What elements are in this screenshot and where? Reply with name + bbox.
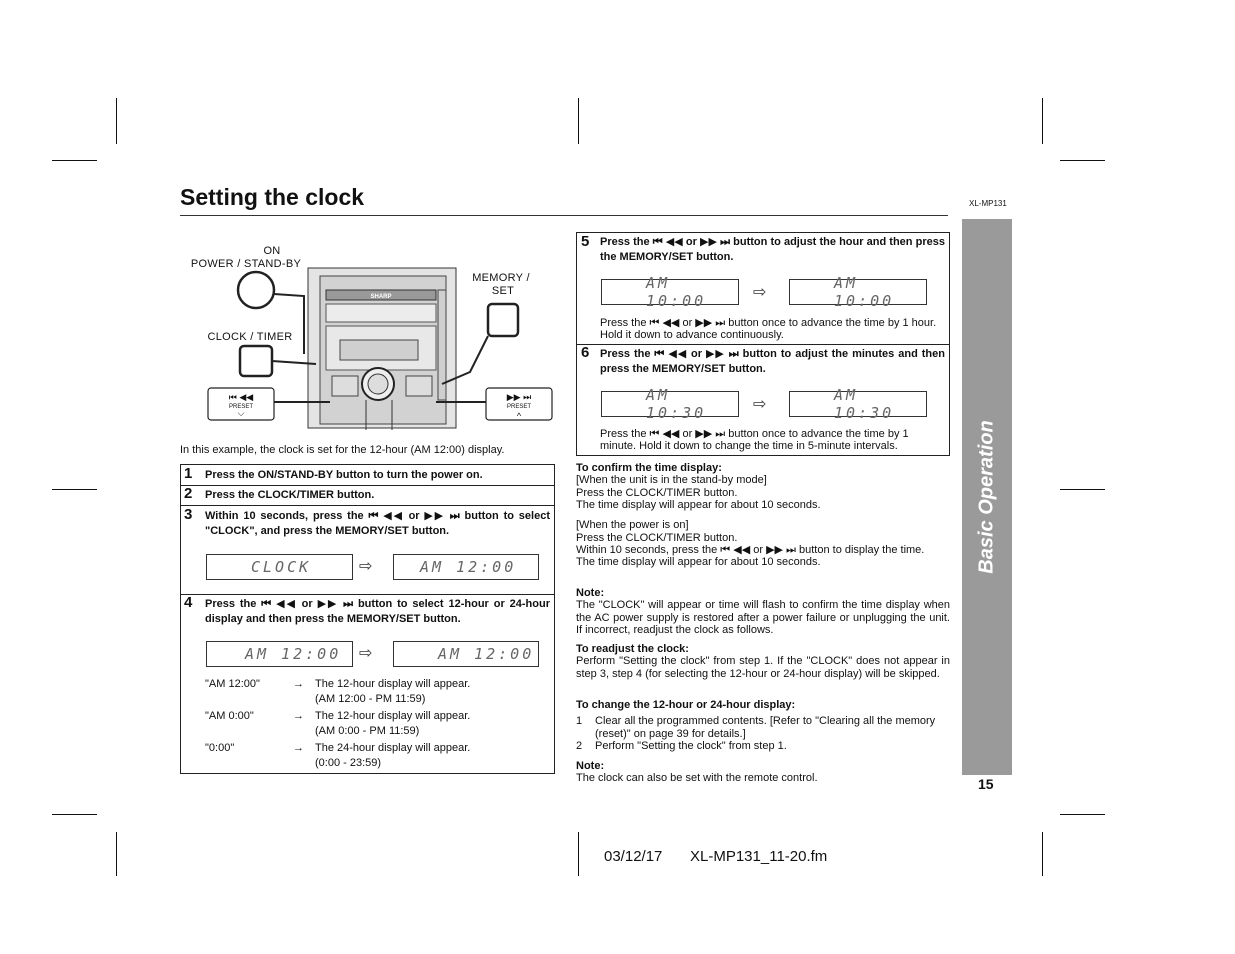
- clock-timer-button-shape: [240, 346, 272, 376]
- footer-filename: XL-MP131_11-20.fm: [690, 848, 828, 865]
- label-power-standby: POWER / STAND-BY: [190, 258, 302, 270]
- step-number: 5: [581, 233, 590, 250]
- label-on: ON: [263, 245, 281, 257]
- section-tab: [962, 219, 1012, 775]
- confirm-heading: To confirm the time display:: [576, 462, 722, 474]
- svg-text:▶▶ ⏭: ▶▶ ⏭: [506, 392, 532, 402]
- step-number: 3: [184, 506, 193, 523]
- confirm-poweron-bracket: [When the power is on]: [576, 519, 689, 532]
- steps-box-right: [576, 232, 950, 456]
- readjust-section: [576, 643, 950, 680]
- memory-set-button-shape: [488, 304, 518, 336]
- label-memory: MEMORY /: [472, 272, 530, 284]
- note-heading: Note:: [576, 760, 605, 772]
- page-title: Setting the clock: [180, 184, 365, 210]
- footer-date: 03/12/17: [604, 848, 663, 865]
- change-display-section: [576, 699, 950, 752]
- confirm-poweron-line: Within 10 seconds, press the ⏮ ◀◀ or ▶▶ ⏭ button to display the time.: [576, 543, 925, 556]
- lcd-display: AM 12:00: [206, 641, 353, 667]
- crop-mark: [52, 489, 97, 490]
- note1-section: [576, 587, 950, 636]
- confirm-standby-line: The time display will appear for about 10 seconds.: [576, 498, 821, 511]
- crop-mark: [1042, 98, 1043, 144]
- lcd-display: AM 12:00: [393, 641, 539, 667]
- step-number: 6: [581, 344, 590, 361]
- display-option-row: "AM 0:00" → The 12-hour display will appear. (AM 0:00 - PM 11:59): [205, 710, 471, 737]
- device-drawing: [180, 244, 556, 430]
- next-arrow: ⇨: [753, 284, 767, 301]
- crop-mark: [1060, 160, 1105, 161]
- svg-text:⌵: ⌵: [237, 408, 245, 418]
- confirm-section: [576, 462, 950, 569]
- crop-mark: [1060, 489, 1105, 490]
- step-text: Press the ⏮ ◀◀ or ▶▶ ⏭ button to adjust the hour and then press the MEMORY/SET button.: [600, 236, 945, 264]
- step-number: 1: [184, 465, 193, 482]
- section-tab-label: Basic Operation: [975, 420, 998, 574]
- note2-section: [576, 760, 950, 785]
- step-text: Within 10 seconds, press the ⏮ ◀◀ or ▶▶ ⏭ button to select "CLOCK", and press the MEMORY/SET button.: [205, 510, 550, 538]
- preset-left-label: PRESET: [228, 404, 253, 410]
- confirm-standby-line: Press the CLOCK/TIMER button.: [576, 486, 738, 499]
- next-arrow: ⇨: [359, 558, 373, 575]
- list-item: 2 Perform "Setting the clock" from step 1.: [576, 739, 787, 752]
- step-number: 4: [184, 594, 193, 611]
- step-text: Press the ⏮ ◀◀ or ▶▶ ⏭ button to select 12-hour or 24-hour display and then press the MEMORY/SET button.: [205, 598, 550, 626]
- power-button-shape: [238, 272, 274, 308]
- diagram-caption: In this example, the clock is set for the 12-hour (AM 12:00) display.: [180, 444, 505, 456]
- lcd-display: AM 10:00: [601, 279, 739, 305]
- next-arrow: ⇨: [753, 396, 767, 413]
- confirm-poweron-line: The time display will appear for about 10 seconds.: [576, 556, 821, 569]
- svg-text:⏮ ◀◀: ⏮ ◀◀: [228, 392, 254, 402]
- change-heading: To change the 12-hour or 24-hour display:: [576, 699, 796, 711]
- note-text: The "CLOCK" will appear or time will flash to confirm the time display when the AC power supply is restored after a power failure or unplugging the unit. If incorrect, readjust the clock as follows.: [576, 599, 950, 636]
- confirm-standby-bracket: [When the unit is in the stand-by mode]: [576, 474, 767, 487]
- crop-mark: [116, 832, 117, 876]
- step-divider: [181, 505, 554, 506]
- crop-mark: [578, 832, 579, 876]
- lcd-display: AM 12:00: [393, 554, 539, 580]
- crop-mark: [1060, 814, 1105, 815]
- step-divider: [181, 485, 554, 486]
- crop-mark: [1042, 832, 1043, 876]
- label-set: SET: [491, 285, 515, 297]
- list-item: 1 Clear all the programmed contents. [Refer to "Clearing all the memory (reset)" on page 39 for details.]: [576, 715, 936, 740]
- note-text: The clock can also be set with the remote control.: [576, 772, 818, 785]
- step-text: Press the CLOCK/TIMER button.: [205, 489, 375, 501]
- title-rule: [180, 215, 948, 216]
- step-divider: [577, 344, 949, 345]
- step5-note: Press the ⏮ ◀◀ or ▶▶ ⏭ button once to advance the time by 1 hour. Hold it down to advance continuously.: [600, 317, 937, 342]
- step-divider: [181, 594, 554, 595]
- note-heading: Note:: [576, 587, 605, 599]
- label-clock-timer: CLOCK / TIMER: [207, 331, 293, 343]
- readjust-text: Perform "Setting the clock" from step 1. If the "CLOCK" does not appear in step 3, step 4 (for selecting the 12-hour or 24-hour display) will be skipped.: [576, 655, 950, 680]
- step6-note: Press the ⏮ ◀◀ or ▶▶ ⏭ button once to advance the time by 1 minute. Hold it down to change the time in 5-minute intervals.: [600, 428, 909, 453]
- crop-mark: [52, 814, 97, 815]
- page-number: 15: [978, 776, 994, 792]
- model-number: XL-MP131: [969, 199, 1007, 208]
- lcd-display: AM 10:30: [789, 391, 927, 417]
- crop-mark: [116, 98, 117, 144]
- display-option-row: "0:00" → The 24-hour display will appear. (0:00 - 23:59): [205, 742, 471, 769]
- lcd-display: CLOCK: [206, 554, 353, 580]
- steps-box-left: [180, 464, 555, 774]
- crop-mark: [52, 160, 97, 161]
- lcd-display: AM 10:30: [601, 391, 739, 417]
- confirm-poweron-line: Press the CLOCK/TIMER button.: [576, 531, 738, 544]
- crop-mark: [578, 98, 579, 144]
- step-number: 2: [184, 485, 193, 502]
- display-option-row: "AM 12:00" → The 12-hour display will appear. (AM 12:00 - PM 11:59): [205, 678, 471, 705]
- next-arrow: ⇨: [359, 645, 373, 662]
- preset-right-label: PRESET: [506, 404, 531, 410]
- readjust-heading: To readjust the clock:: [576, 643, 689, 655]
- lcd-display: AM 10:00: [789, 279, 927, 305]
- svg-text:^: ^: [516, 411, 522, 421]
- device-diagram: [180, 244, 556, 430]
- step-text: Press the ⏮ ◀◀ or ▶▶ ⏭ button to adjust the minutes and then press the MEMORY/SET button.: [600, 348, 945, 376]
- svg-text:SHARP: SHARP: [370, 294, 392, 300]
- display-options-table: [205, 677, 545, 773]
- step-text: Press the ON/STAND-BY button to turn the power on.: [205, 469, 483, 481]
